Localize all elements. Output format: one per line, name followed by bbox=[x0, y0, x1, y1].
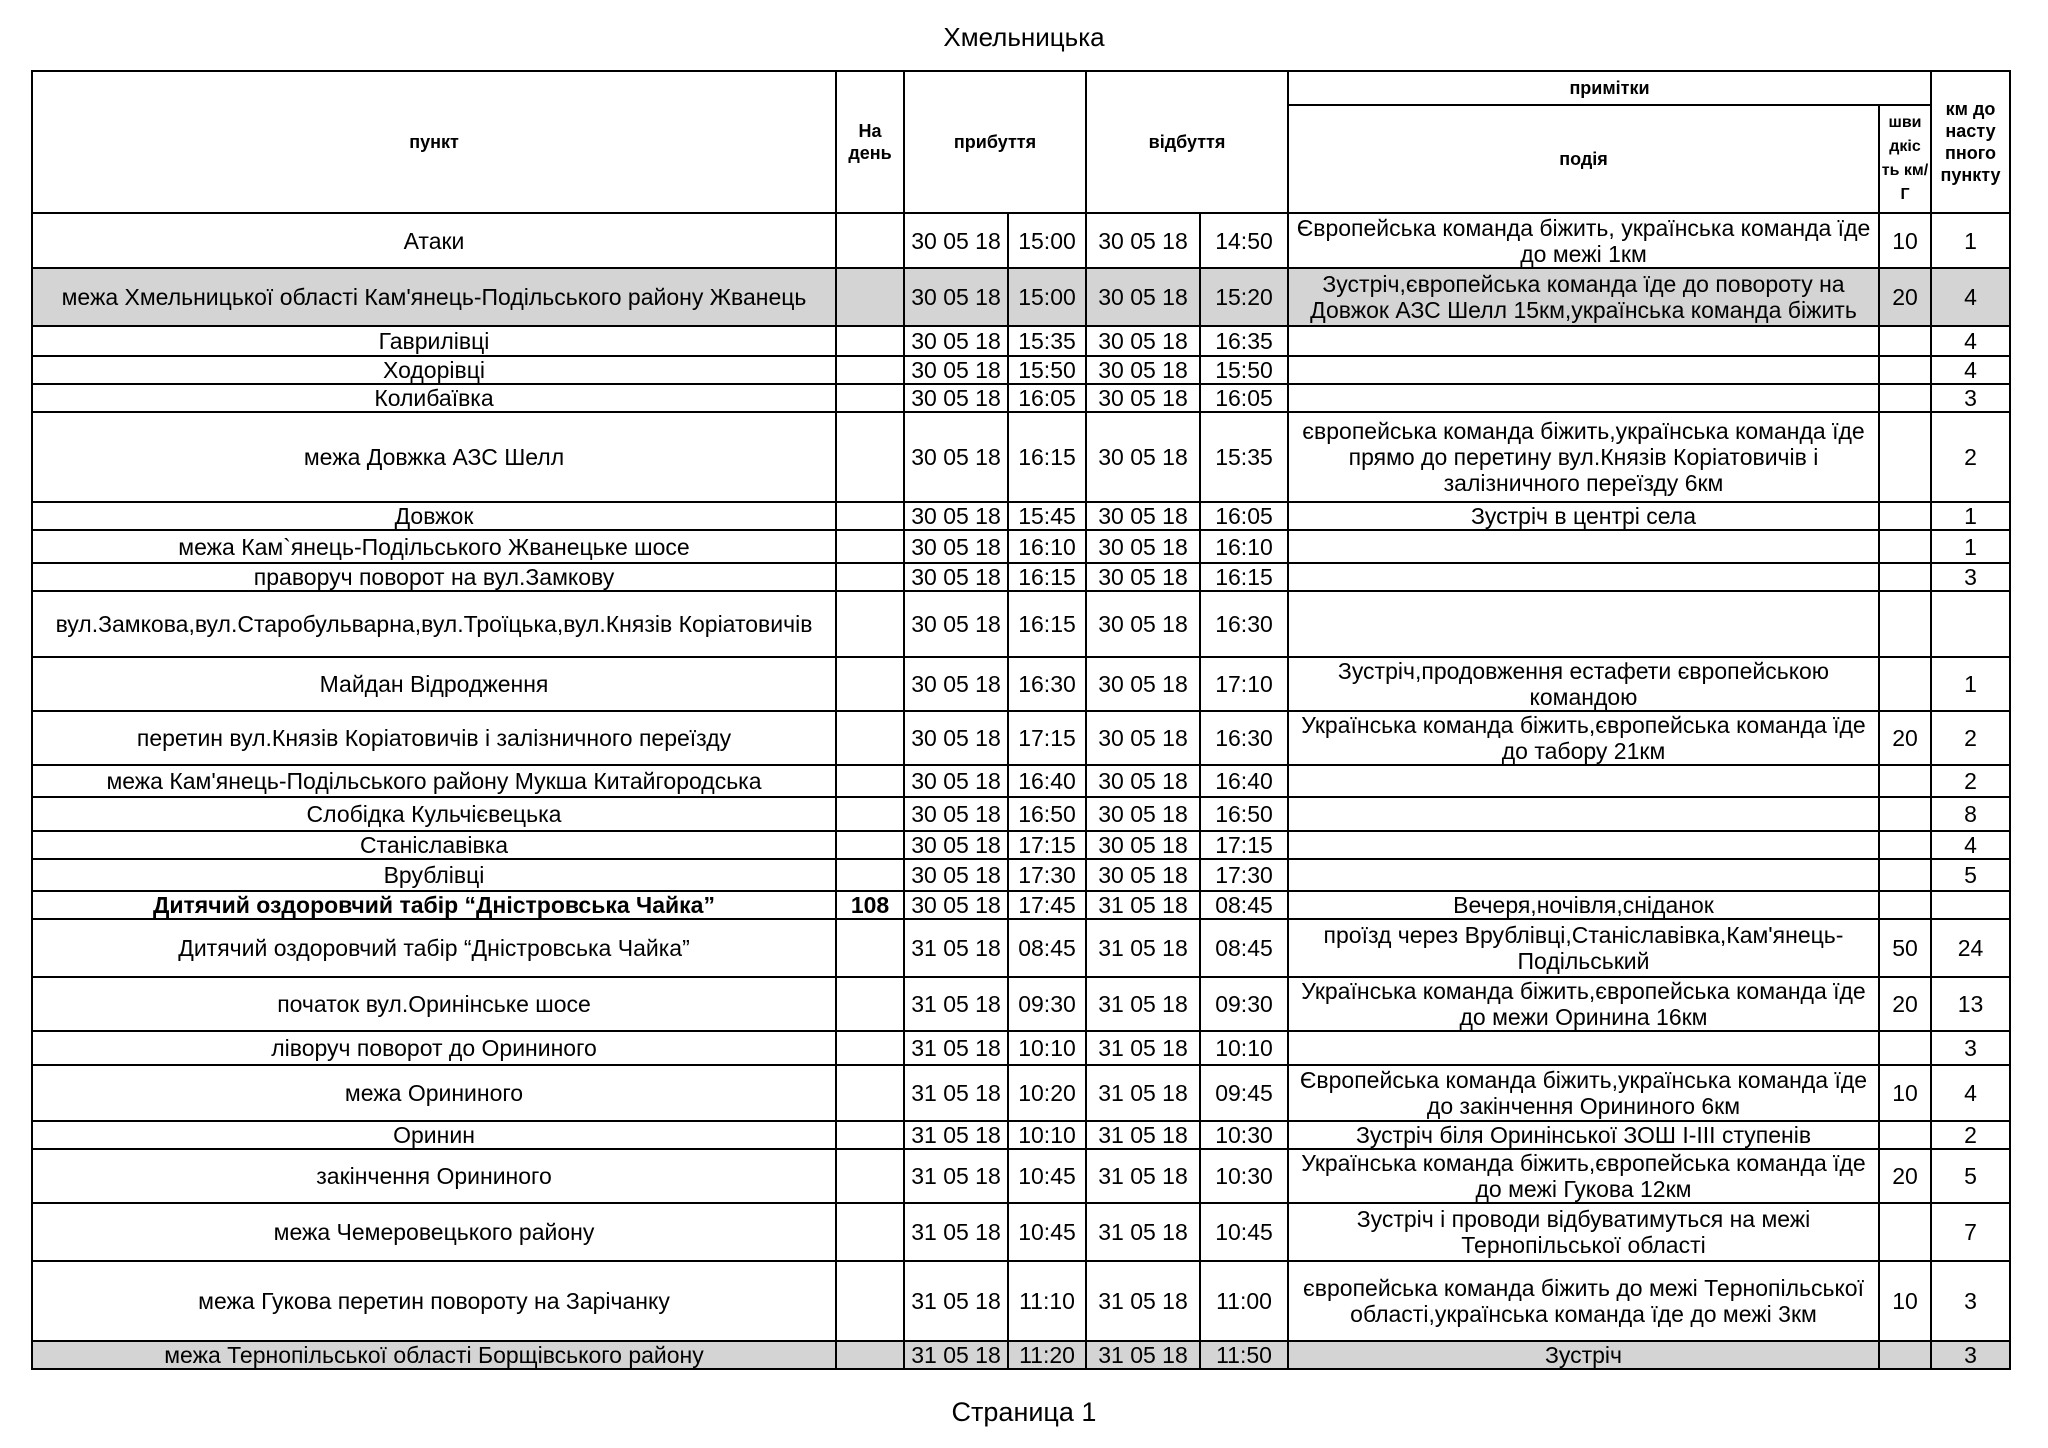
cell-speed bbox=[1879, 356, 1931, 384]
cell-arrival-time: 16:10 bbox=[1008, 530, 1086, 563]
cell-event: Європейська команда біжить,українська команда їде до закінчення Орининого 6км bbox=[1288, 1065, 1879, 1121]
cell-punkt: Довжок bbox=[32, 502, 836, 530]
cell-departure-time: 11:00 bbox=[1200, 1261, 1288, 1341]
cell-departure-time: 16:30 bbox=[1200, 591, 1288, 657]
cell-km-next: 4 bbox=[1931, 268, 2010, 326]
cell-na-den bbox=[836, 657, 904, 711]
cell-departure-date: 31 05 18 bbox=[1086, 1203, 1200, 1261]
cell-arrival-date: 30 05 18 bbox=[904, 891, 1008, 919]
cell-speed bbox=[1879, 831, 1931, 859]
cell-arrival-time: 17:15 bbox=[1008, 711, 1086, 765]
cell-departure-time: 15:50 bbox=[1200, 356, 1288, 384]
cell-na-den bbox=[836, 563, 904, 591]
cell-na-den bbox=[836, 530, 904, 563]
cell-punkt: Атаки bbox=[32, 213, 836, 268]
cell-speed: 50 bbox=[1879, 919, 1931, 977]
cell-arrival-date: 31 05 18 bbox=[904, 1149, 1008, 1203]
header-shvydkist: шви дкіс ть км/Г bbox=[1879, 105, 1931, 213]
cell-departure-date: 30 05 18 bbox=[1086, 657, 1200, 711]
table-row bbox=[32, 859, 2010, 891]
cell-arrival-time: 09:30 bbox=[1008, 977, 1086, 1031]
cell-na-den bbox=[836, 268, 904, 326]
cell-departure-time: 16:35 bbox=[1200, 326, 1288, 356]
cell-na-den bbox=[836, 711, 904, 765]
cell-na-den bbox=[836, 213, 904, 268]
cell-arrival-time: 17:30 bbox=[1008, 859, 1086, 891]
cell-arrival-date: 30 05 18 bbox=[904, 563, 1008, 591]
cell-departure-date: 30 05 18 bbox=[1086, 797, 1200, 831]
cell-event: європейська команда біжить до межі Тернопільської області,українська команда їде до межі 3км bbox=[1288, 1261, 1879, 1341]
cell-event bbox=[1288, 563, 1879, 591]
header-row-top bbox=[32, 71, 2010, 105]
cell-km-next: 4 bbox=[1931, 326, 2010, 356]
cell-departure-time: 09:30 bbox=[1200, 977, 1288, 1031]
cell-arrival-time: 08:45 bbox=[1008, 919, 1086, 977]
cell-departure-time: 10:10 bbox=[1200, 1031, 1288, 1065]
cell-arrival-time: 17:45 bbox=[1008, 891, 1086, 919]
cell-departure-date: 30 05 18 bbox=[1086, 268, 1200, 326]
cell-arrival-time: 11:10 bbox=[1008, 1261, 1086, 1341]
cell-arrival-date: 30 05 18 bbox=[904, 384, 1008, 412]
table-row bbox=[32, 563, 2010, 591]
cell-arrival-date: 30 05 18 bbox=[904, 502, 1008, 530]
cell-departure-time: 14:50 bbox=[1200, 213, 1288, 268]
cell-event bbox=[1288, 765, 1879, 797]
cell-km-next: 1 bbox=[1931, 530, 2010, 563]
cell-departure-time: 10:30 bbox=[1200, 1149, 1288, 1203]
cell-departure-date: 30 05 18 bbox=[1086, 356, 1200, 384]
cell-punkt: межа Тернопільської області Борщівського району bbox=[32, 1341, 836, 1369]
table-row bbox=[32, 213, 2010, 268]
cell-km-next: 2 bbox=[1931, 711, 2010, 765]
cell-departure-date: 30 05 18 bbox=[1086, 711, 1200, 765]
cell-speed bbox=[1879, 384, 1931, 412]
cell-event: Українська команда біжить,європейська команда їде до табору 21км bbox=[1288, 711, 1879, 765]
cell-departure-date: 30 05 18 bbox=[1086, 502, 1200, 530]
cell-km-next: 3 bbox=[1931, 563, 2010, 591]
table-row bbox=[32, 657, 2010, 711]
cell-punkt: межа Гукова перетин повороту на Зарічанку bbox=[32, 1261, 836, 1341]
cell-departure-date: 31 05 18 bbox=[1086, 919, 1200, 977]
cell-speed bbox=[1879, 859, 1931, 891]
cell-km-next: 1 bbox=[1931, 213, 2010, 268]
cell-arrival-date: 30 05 18 bbox=[904, 831, 1008, 859]
cell-na-den bbox=[836, 1121, 904, 1149]
cell-departure-time: 08:45 bbox=[1200, 891, 1288, 919]
cell-event: Зустріч в центрі села bbox=[1288, 502, 1879, 530]
cell-punkt: Слобідка Кульчієвецька bbox=[32, 797, 836, 831]
table-row bbox=[32, 831, 2010, 859]
cell-punkt: Станіславівка bbox=[32, 831, 836, 859]
cell-arrival-date: 30 05 18 bbox=[904, 268, 1008, 326]
cell-km-next: 3 bbox=[1931, 1031, 2010, 1065]
cell-na-den bbox=[836, 326, 904, 356]
cell-punkt: вул.Замкова,вул.Старобульварна,вул.Троїцька,вул.Князів Коріатовичів bbox=[32, 591, 836, 657]
cell-departure-date: 30 05 18 bbox=[1086, 591, 1200, 657]
cell-departure-date: 30 05 18 bbox=[1086, 213, 1200, 268]
cell-na-den bbox=[836, 1031, 904, 1065]
schedule-body bbox=[32, 213, 2010, 1369]
cell-na-den bbox=[836, 765, 904, 797]
cell-departure-time: 10:45 bbox=[1200, 1203, 1288, 1261]
cell-arrival-time: 10:45 bbox=[1008, 1149, 1086, 1203]
cell-departure-date: 31 05 18 bbox=[1086, 1341, 1200, 1369]
cell-speed: 20 bbox=[1879, 268, 1931, 326]
cell-arrival-time: 16:15 bbox=[1008, 563, 1086, 591]
cell-departure-time: 09:45 bbox=[1200, 1065, 1288, 1121]
cell-na-den bbox=[836, 797, 904, 831]
cell-punkt: Майдан Відродження bbox=[32, 657, 836, 711]
table-row bbox=[32, 530, 2010, 563]
cell-departure-date: 30 05 18 bbox=[1086, 765, 1200, 797]
cell-departure-date: 30 05 18 bbox=[1086, 412, 1200, 502]
table-row bbox=[32, 1031, 2010, 1065]
cell-event: європейська команда біжить,українська команда їде прямо до перетину вул.Князів Коріатовичів і залізничного переїзду 6км bbox=[1288, 412, 1879, 502]
table-row bbox=[32, 765, 2010, 797]
cell-speed: 10 bbox=[1879, 1261, 1931, 1341]
table-row bbox=[32, 919, 2010, 977]
cell-arrival-time: 16:40 bbox=[1008, 765, 1086, 797]
cell-speed bbox=[1879, 412, 1931, 502]
cell-arrival-time: 16:15 bbox=[1008, 591, 1086, 657]
cell-departure-date: 30 05 18 bbox=[1086, 530, 1200, 563]
cell-punkt: межа Довжка АЗС Шелл bbox=[32, 412, 836, 502]
table-row bbox=[32, 1261, 2010, 1341]
cell-speed bbox=[1879, 326, 1931, 356]
cell-km-next: 2 bbox=[1931, 1121, 2010, 1149]
cell-na-den bbox=[836, 502, 904, 530]
cell-event: Українська команда біжить,європейська команда їде до межі Гукова 12км bbox=[1288, 1149, 1879, 1203]
cell-departure-date: 31 05 18 bbox=[1086, 1261, 1200, 1341]
cell-arrival-time: 15:45 bbox=[1008, 502, 1086, 530]
header-punkt: пункт bbox=[32, 71, 836, 213]
cell-na-den bbox=[836, 831, 904, 859]
cell-punkt: межа Орининого bbox=[32, 1065, 836, 1121]
table-row bbox=[32, 1121, 2010, 1149]
cell-na-den bbox=[836, 591, 904, 657]
schedule-table bbox=[31, 70, 2011, 1370]
cell-arrival-date: 30 05 18 bbox=[904, 859, 1008, 891]
cell-departure-time: 16:15 bbox=[1200, 563, 1288, 591]
table-row bbox=[32, 1203, 2010, 1261]
cell-arrival-date: 30 05 18 bbox=[904, 711, 1008, 765]
cell-punkt: перетин вул.Князів Коріатовичів і залізничного переїзду bbox=[32, 711, 836, 765]
cell-speed bbox=[1879, 1121, 1931, 1149]
cell-arrival-date: 30 05 18 bbox=[904, 797, 1008, 831]
cell-departure-date: 31 05 18 bbox=[1086, 1149, 1200, 1203]
cell-na-den bbox=[836, 384, 904, 412]
cell-arrival-date: 30 05 18 bbox=[904, 412, 1008, 502]
cell-departure-time: 17:15 bbox=[1200, 831, 1288, 859]
cell-departure-date: 31 05 18 bbox=[1086, 1121, 1200, 1149]
cell-departure-date: 30 05 18 bbox=[1086, 563, 1200, 591]
cell-speed bbox=[1879, 765, 1931, 797]
cell-km-next: 1 bbox=[1931, 657, 2010, 711]
cell-arrival-date: 30 05 18 bbox=[904, 657, 1008, 711]
cell-speed: 20 bbox=[1879, 1149, 1931, 1203]
cell-punkt: Колибаївка bbox=[32, 384, 836, 412]
cell-event: Європейська команда біжить, українська команда їде до межі 1км bbox=[1288, 213, 1879, 268]
cell-speed bbox=[1879, 797, 1931, 831]
cell-km-next: 3 bbox=[1931, 1261, 2010, 1341]
cell-km-next: 24 bbox=[1931, 919, 2010, 977]
cell-speed bbox=[1879, 502, 1931, 530]
table-row bbox=[32, 356, 2010, 384]
cell-speed: 20 bbox=[1879, 977, 1931, 1031]
cell-punkt: праворуч поворот на вул.Замкову bbox=[32, 563, 836, 591]
cell-km-next: 5 bbox=[1931, 1149, 2010, 1203]
cell-departure-time: 17:30 bbox=[1200, 859, 1288, 891]
table-row bbox=[32, 797, 2010, 831]
cell-arrival-time: 10:45 bbox=[1008, 1203, 1086, 1261]
cell-event bbox=[1288, 326, 1879, 356]
cell-event bbox=[1288, 530, 1879, 563]
table-row bbox=[32, 591, 2010, 657]
cell-event: Зустріч і проводи відбуватимуться на межі Тернопільської області bbox=[1288, 1203, 1879, 1261]
header-prybuttia: прибуття bbox=[904, 71, 1086, 213]
cell-arrival-time: 16:50 bbox=[1008, 797, 1086, 831]
cell-arrival-time: 16:30 bbox=[1008, 657, 1086, 711]
cell-punkt: Ходорівці bbox=[32, 356, 836, 384]
header-podiia: подія bbox=[1288, 105, 1879, 213]
cell-arrival-time: 15:50 bbox=[1008, 356, 1086, 384]
cell-km-next: 13 bbox=[1931, 977, 2010, 1031]
cell-punkt: межа Чемеровецького району bbox=[32, 1203, 836, 1261]
table-row bbox=[32, 268, 2010, 326]
table-row bbox=[32, 1065, 2010, 1121]
cell-departure-time: 15:35 bbox=[1200, 412, 1288, 502]
cell-punkt: Дитячий оздоровчий табір “Дністровська Чайка” bbox=[32, 891, 836, 919]
cell-speed bbox=[1879, 591, 1931, 657]
cell-departure-time: 16:50 bbox=[1200, 797, 1288, 831]
cell-arrival-time: 10:20 bbox=[1008, 1065, 1086, 1121]
cell-arrival-time: 15:35 bbox=[1008, 326, 1086, 356]
cell-na-den bbox=[836, 1261, 904, 1341]
cell-na-den bbox=[836, 1065, 904, 1121]
cell-arrival-date: 31 05 18 bbox=[904, 1121, 1008, 1149]
cell-punkt: Гаврилівці bbox=[32, 326, 836, 356]
cell-km-next: 5 bbox=[1931, 859, 2010, 891]
cell-punkt: межа Хмельницької області Кам'янець-Подільського району Жванець bbox=[32, 268, 836, 326]
cell-departure-time: 10:30 bbox=[1200, 1121, 1288, 1149]
cell-event bbox=[1288, 591, 1879, 657]
cell-event bbox=[1288, 831, 1879, 859]
cell-arrival-date: 30 05 18 bbox=[904, 591, 1008, 657]
cell-speed bbox=[1879, 1031, 1931, 1065]
cell-punkt: Дитячий оздоровчий табір “Дністровська Чайка” bbox=[32, 919, 836, 977]
cell-departure-time: 16:40 bbox=[1200, 765, 1288, 797]
cell-departure-date: 30 05 18 bbox=[1086, 384, 1200, 412]
cell-arrival-date: 31 05 18 bbox=[904, 1203, 1008, 1261]
cell-event: проїзд через Врублівці,Станіславівка,Кам'янець-Подільський bbox=[1288, 919, 1879, 977]
cell-na-den bbox=[836, 977, 904, 1031]
table-row bbox=[32, 891, 2010, 919]
cell-arrival-date: 31 05 18 bbox=[904, 1261, 1008, 1341]
cell-departure-date: 31 05 18 bbox=[1086, 891, 1200, 919]
cell-departure-time: 15:20 bbox=[1200, 268, 1288, 326]
cell-departure-date: 30 05 18 bbox=[1086, 831, 1200, 859]
cell-departure-date: 31 05 18 bbox=[1086, 1065, 1200, 1121]
cell-punkt: межа Кам`янець-Подільського Жванецьке шосе bbox=[32, 530, 836, 563]
cell-departure-time: 08:45 bbox=[1200, 919, 1288, 977]
cell-speed: 10 bbox=[1879, 1065, 1931, 1121]
header-km-do-line1: км до bbox=[1945, 99, 1996, 119]
header-km-do bbox=[1931, 71, 2010, 213]
cell-speed bbox=[1879, 1203, 1931, 1261]
cell-speed bbox=[1879, 530, 1931, 563]
cell-event bbox=[1288, 859, 1879, 891]
header-km-do-line3: пункту bbox=[1940, 165, 2001, 185]
header-prymitky: примітки bbox=[1288, 71, 1931, 105]
cell-event: Вечеря,ночівля,сніданок bbox=[1288, 891, 1879, 919]
cell-departure-time: 16:30 bbox=[1200, 711, 1288, 765]
cell-punkt: Оринин bbox=[32, 1121, 836, 1149]
cell-arrival-time: 15:00 bbox=[1008, 213, 1086, 268]
cell-arrival-date: 31 05 18 bbox=[904, 919, 1008, 977]
cell-event: Зустріч bbox=[1288, 1341, 1879, 1369]
cell-arrival-time: 10:10 bbox=[1008, 1121, 1086, 1149]
cell-event bbox=[1288, 384, 1879, 412]
cell-km-next: 8 bbox=[1931, 797, 2010, 831]
cell-punkt: Врублівці bbox=[32, 859, 836, 891]
cell-km-next: 3 bbox=[1931, 384, 2010, 412]
cell-arrival-date: 31 05 18 bbox=[904, 1065, 1008, 1121]
cell-km-next: 2 bbox=[1931, 765, 2010, 797]
cell-event: Українська команда біжить,європейська команда їде до межи Оринина 16км bbox=[1288, 977, 1879, 1031]
cell-punkt: ліворуч поворот до Орининого bbox=[32, 1031, 836, 1065]
cell-departure-date: 31 05 18 bbox=[1086, 977, 1200, 1031]
table-row bbox=[32, 1149, 2010, 1203]
cell-arrival-date: 31 05 18 bbox=[904, 1341, 1008, 1369]
page-footer: Страница 1 bbox=[951, 1397, 1097, 1427]
cell-speed bbox=[1879, 563, 1931, 591]
cell-event: Зустріч,продовження естафети європейською командою bbox=[1288, 657, 1879, 711]
table-row bbox=[32, 711, 2010, 765]
cell-speed bbox=[1879, 1341, 1931, 1369]
cell-arrival-date: 31 05 18 bbox=[904, 1031, 1008, 1065]
cell-arrival-time: 15:00 bbox=[1008, 268, 1086, 326]
table-row bbox=[32, 384, 2010, 412]
cell-arrival-date: 30 05 18 bbox=[904, 213, 1008, 268]
header-km-do-line2: насту пного bbox=[1945, 121, 1997, 163]
cell-km-next bbox=[1931, 591, 2010, 657]
cell-na-den bbox=[836, 412, 904, 502]
cell-na-den bbox=[836, 919, 904, 977]
cell-event: Зустріч,європейська команда їде до повороту на Довжок АЗС Шелл 15км,українська команда біжить bbox=[1288, 268, 1879, 326]
header-na-den: На день bbox=[836, 71, 904, 213]
cell-speed: 20 bbox=[1879, 711, 1931, 765]
cell-departure-date: 30 05 18 bbox=[1086, 859, 1200, 891]
cell-punkt: закінчення Орининого bbox=[32, 1149, 836, 1203]
cell-na-den bbox=[836, 1149, 904, 1203]
cell-speed bbox=[1879, 891, 1931, 919]
cell-event bbox=[1288, 356, 1879, 384]
page-title: Хмельницька bbox=[943, 22, 1105, 52]
cell-event bbox=[1288, 797, 1879, 831]
cell-event bbox=[1288, 1031, 1879, 1065]
cell-na-den: 108 bbox=[836, 891, 904, 919]
table-row bbox=[32, 977, 2010, 1031]
cell-na-den bbox=[836, 1341, 904, 1369]
cell-arrival-date: 30 05 18 bbox=[904, 765, 1008, 797]
cell-arrival-date: 31 05 18 bbox=[904, 977, 1008, 1031]
cell-arrival-time: 17:15 bbox=[1008, 831, 1086, 859]
cell-km-next: 4 bbox=[1931, 1065, 2010, 1121]
cell-km-next: 2 bbox=[1931, 412, 2010, 502]
cell-km-next: 7 bbox=[1931, 1203, 2010, 1261]
cell-departure-date: 30 05 18 bbox=[1086, 326, 1200, 356]
header-vidbuttia: відбуття bbox=[1086, 71, 1288, 213]
cell-km-next bbox=[1931, 891, 2010, 919]
cell-departure-date: 31 05 18 bbox=[1086, 1031, 1200, 1065]
cell-event: Зустріч біля Оринінської ЗОШ І-ІІІ ступенів bbox=[1288, 1121, 1879, 1149]
cell-km-next: 4 bbox=[1931, 831, 2010, 859]
table-row bbox=[32, 1341, 2010, 1369]
cell-punkt: межа Кам'янець-Подільського району Мукша Китайгородська bbox=[32, 765, 836, 797]
cell-departure-time: 17:10 bbox=[1200, 657, 1288, 711]
cell-na-den bbox=[836, 356, 904, 384]
cell-arrival-time: 11:20 bbox=[1008, 1341, 1086, 1369]
cell-speed: 10 bbox=[1879, 213, 1931, 268]
cell-arrival-date: 30 05 18 bbox=[904, 326, 1008, 356]
table-row bbox=[32, 412, 2010, 502]
cell-departure-time: 16:05 bbox=[1200, 384, 1288, 412]
cell-na-den bbox=[836, 859, 904, 891]
cell-km-next: 1 bbox=[1931, 502, 2010, 530]
cell-punkt: початок вул.Оринінське шосе bbox=[32, 977, 836, 1031]
cell-arrival-date: 30 05 18 bbox=[904, 356, 1008, 384]
cell-arrival-time: 16:15 bbox=[1008, 412, 1086, 502]
cell-departure-time: 16:05 bbox=[1200, 502, 1288, 530]
cell-na-den bbox=[836, 1203, 904, 1261]
cell-arrival-date: 30 05 18 bbox=[904, 530, 1008, 563]
table-row bbox=[32, 502, 2010, 530]
cell-departure-time: 16:10 bbox=[1200, 530, 1288, 563]
cell-km-next: 3 bbox=[1931, 1341, 2010, 1369]
cell-arrival-time: 10:10 bbox=[1008, 1031, 1086, 1065]
table-row bbox=[32, 326, 2010, 356]
cell-km-next: 4 bbox=[1931, 356, 2010, 384]
cell-arrival-time: 16:05 bbox=[1008, 384, 1086, 412]
cell-speed bbox=[1879, 657, 1931, 711]
cell-departure-time: 11:50 bbox=[1200, 1341, 1288, 1369]
